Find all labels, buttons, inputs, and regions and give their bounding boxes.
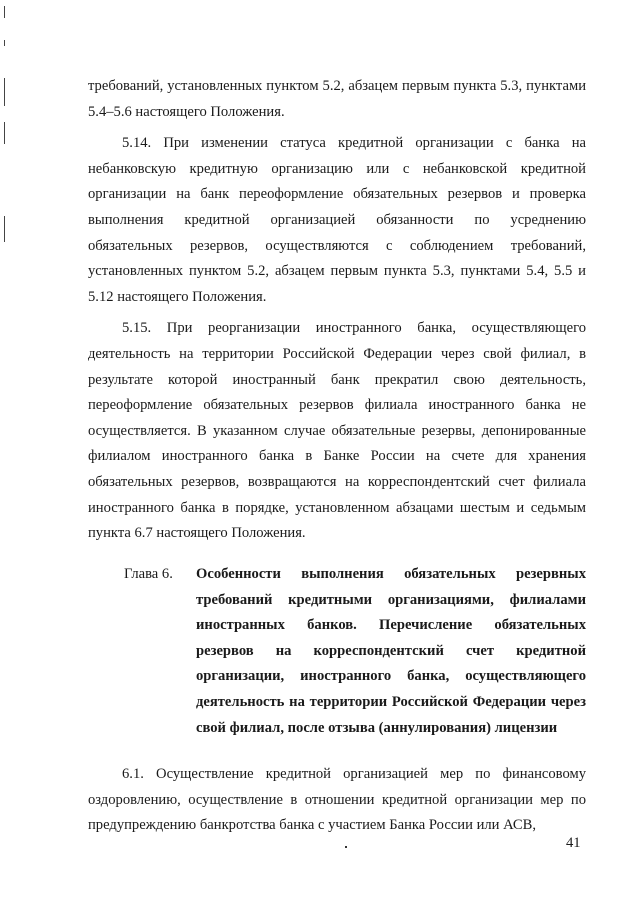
scan-edge-mark [4,6,5,18]
paragraph-5-14: 5.14. При изменении статуса кредитной организации с банка на небанковскую кредитную организацию или с небанковской кредитной организации на банк переоформление обязательных резервов и проверка выполнения кредитной организацией обязанности по усреднению обязательных резервов, осуществляются с соблюдением требований, установленных пунктом 5.2, абзацем первым пункта 5.3, пунктами 5.4, 5.5 и 5.12 настоящего Положения. [88,135,586,305]
chapter-label: Глава 6. [124,566,173,582]
page-number: 41 [566,835,581,851]
scan-edge-mark [4,216,5,242]
body-text-top [88,74,586,547]
paragraph-6-1: 6.1. Осуществление кредитной организацией мер по финансовому оздоровлению, осуществление в отношении кредитной организации мер по предупреждению банкротства банка с участием Банка России или АСВ, [88,766,586,834]
body-text-bottom [88,762,586,839]
scan-edge-mark [4,78,5,106]
scan-edge-mark [4,40,5,46]
scan-edge-mark [4,122,5,144]
chapter-title: Особенности выполнения обязательных резервных требований кредитными организациями, филиалами иностранных банков. Перечисление обязательных резервов на корреспондентский счет кредитной организации, иностранного банка, осуществляющего деятельность на территории Российской Федерации через свой филиал, после отзыва (аннулирования) лицензии [196,566,586,736]
paragraph-5-15: 5.15. При реорганизации иностранного банка, осуществляющего деятельность на территории Российской Федерации через свой филиал, в результате которой иностранный банк прекратил свою деятельность, переоформление обязательных резервов филиала иностранного банка не осуществляется. В указанном случае обязательные резервы, депонированные филиалом иностранного банка в Банке России на счете для хранения обязательных резервов, возвращаются на корреспондентский счет филиала иностранного банка в порядке, установленном абзацами шестым и седьмым пункта 6.7 настоящего Положения. [88,320,586,542]
scan-dot [345,846,347,848]
paragraph-continuation: требований, установленных пунктом 5.2, абзацем первым пункта 5.3, пунктами 5.4–5.6 настоящего Положения. [88,78,586,120]
chapter-heading [124,562,586,741]
